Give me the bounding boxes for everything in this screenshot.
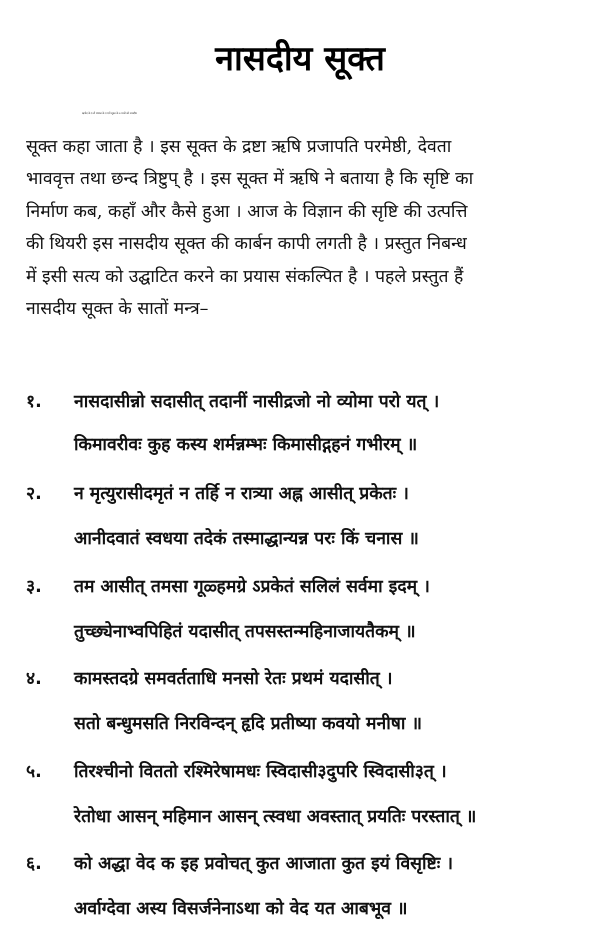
verse-3-line-1: [0, 569, 600, 605]
verse-5-line-1: [0, 754, 600, 790]
verse-1-line-1: [0, 384, 600, 420]
verse-6-line-1: [0, 846, 600, 882]
verse-6-line-2: [0, 891, 600, 927]
page-title: नासदीय सूक्त: [215, 39, 385, 79]
intro-line: की थियरी इस नासदीय सूक्त की कार्बन कापी लगती है । प्रस्तुत निबन्ध: [26, 234, 467, 254]
verse-text: सतो बन्धुमसति निरविन्दन् हृदि प्रतीष्या कवयो मनीषा ॥: [74, 714, 422, 734]
verse-text: नासदासीन्नो सदासीत् तदानीं नासीद्रजो नो व्योमा परो यत् ।: [74, 392, 440, 412]
verse-text: तिरश्चीनो विततो रश्मिरेषामधः स्विदासी३दुपरि स्विदासी३त् ।: [74, 762, 447, 782]
verse-text: अर्वाग्देवा अस्य विसर्जनेनाऽथा को वेद यत आबभूव ॥: [74, 899, 408, 919]
verse-4-line-1: [0, 661, 600, 697]
verse-1-line-2: [0, 427, 600, 463]
intro-paragraph: [26, 98, 582, 326]
verse-text: को अद्धा वेद क इह प्रवोचत् कुत आजाता कुत इयं विसृष्टिः ।: [74, 854, 454, 874]
verse-text: कामस्तदग्रे समवर्तताधि मनसो रेतः प्रथमं यदासीत् ।: [74, 669, 393, 689]
intro-line: निर्माण कब, कहाँ और कैसे हुआ । आज के विज्ञान की सृष्टि की उत्पत्ति: [26, 201, 468, 222]
verse-2-line-1: [0, 476, 600, 512]
verse-text: न मृत्युरासीदमृतं न तर्हि न रात्र्या अह्न आसीत् प्रकेतः ।: [74, 484, 409, 504]
verse-text: रेतोधा आसन् महिमान आसन् त्स्वधा अवस्तात् प्रयतिः परस्तात् ॥: [74, 807, 477, 827]
verse-text: किमावरीवः कुह कस्य शर्मन्नम्भः किमासीद्गहनं गभीरम् ॥: [74, 435, 418, 455]
verse-number: ६.: [26, 854, 42, 874]
intro-line: सूक्त कहा जाता है । इस सूक्त के द्रष्टा ऋषि प्रजापति परमेष्ठी, देवता: [26, 136, 452, 157]
verse-text: तुच्छ्येनाभ्वपिहितं यदासीत् तपसस्तन्महिनाजायतैकम् ॥: [74, 622, 416, 642]
verse-2-line-2: [0, 521, 600, 557]
verse-number: ५.: [26, 762, 42, 782]
verse-number: ३.: [26, 577, 42, 597]
intro-line: में इसी सत्य को उद्घाटित करने का प्रयास संकल्पित है । पहले प्रस्तुत हैं: [26, 266, 464, 287]
verse-3-line-2: [0, 614, 600, 650]
verse-text: तम आसीत् तमसा गूळ्हमग्रे ऽप्रकेतं सलिलं सर्वमा इदम् ।: [74, 577, 430, 597]
verse-number: ४.: [26, 669, 42, 689]
verse-5-line-2: [0, 799, 600, 835]
verse-number: २.: [26, 484, 42, 504]
intro-line: भाववृत्त तथा छन्द त्रिष्टुप् है । इस सूक्त में ऋषि ने बताया है कि सृष्टि का: [26, 169, 474, 189]
verse-4-line-2: [0, 706, 600, 742]
intro-line: नासदीय सूक्त के सातों मन्त्र–: [26, 299, 209, 319]
verse-number: १.: [26, 392, 42, 412]
verse-text: आनीदवातं स्वधया तदेकं तस्माद्धान्यन्न परः किं चनास ॥: [74, 529, 419, 549]
intro-line: ऋग्वेद के १०वें मण्डल के १२९वें सूक्त के ७ मन्त्रों को नासदीय: [82, 112, 137, 115]
